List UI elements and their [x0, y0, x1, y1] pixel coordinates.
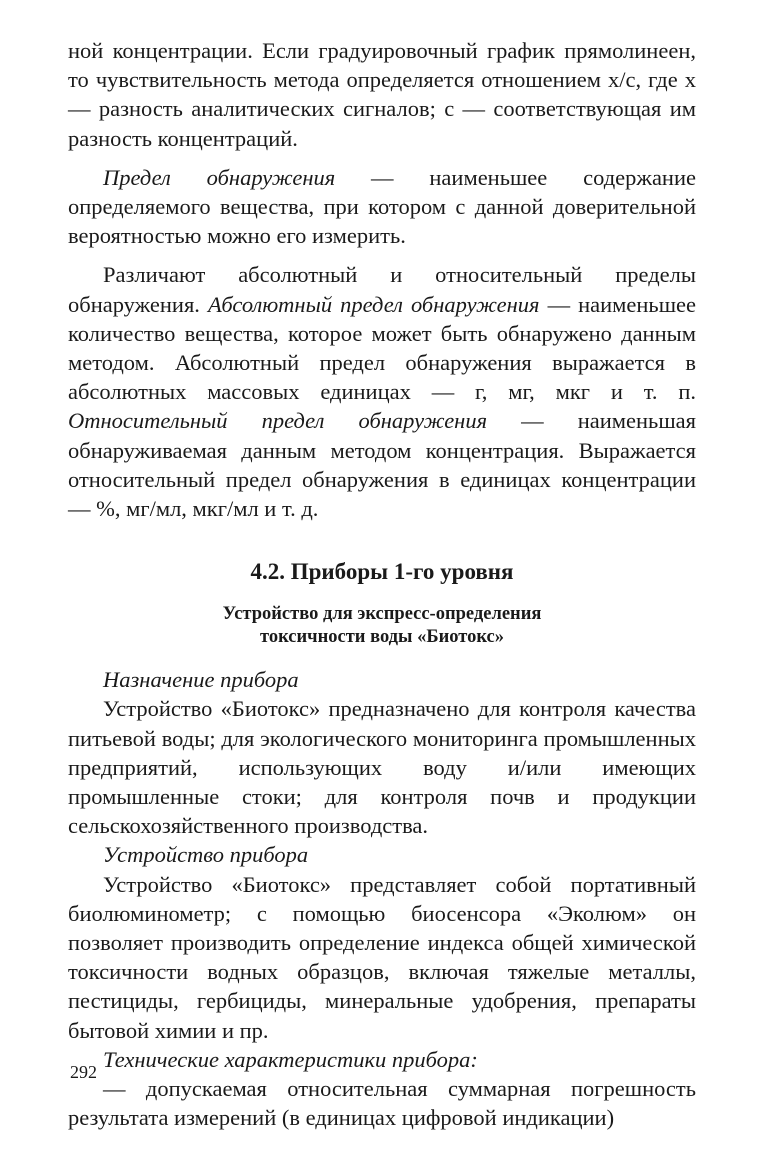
- term-detection-limit: Предел обнаружения: [103, 164, 336, 190]
- paragraph-absolute-relative: [68, 260, 696, 523]
- device-title: [68, 603, 696, 649]
- section-title: 4.2. Приборы 1-го уровня: [250, 559, 514, 585]
- lead-text: Различают абсолютный и относительный пределы обнаружения.: [68, 262, 696, 317]
- device-heading: Устройство прибора: [103, 842, 309, 868]
- paragraph-detection-limit: [68, 163, 696, 251]
- specs-heading: Технические характеристики прибора:: [103, 1046, 478, 1072]
- device-title-line2: токсичности воды «Биотокс»: [260, 627, 504, 648]
- paragraph-sensitivity: ной концентрации. Если градуировочный график прямолинеен, то чувствительность метода определяется отношением x/c, где x — разность аналитических сигналов; c — соответствующая им разность концентраций.: [68, 38, 696, 151]
- page-number: 292: [70, 1062, 97, 1082]
- definition-detection-limit: — наименьшее содержание определяемого вещества, при котором с данной доверительной вероятностью можно его измерить.: [68, 164, 696, 249]
- specs-item-1: — допускаемая относительная суммарная погрешность результата измерений (в единицах цифровой индикации): [68, 1076, 696, 1131]
- definition-relative-limit: — наименьшая обнаруживаемая данным методом концентрация. Выражается относительный предел обнаружения в единицах концентрации — %, мг/мл, мкг/мл и т. д.: [68, 408, 696, 522]
- term-absolute-limit: Абсолютный предел обнаружения: [207, 291, 540, 317]
- device-title-line1: Устройство для экспресс-определения: [222, 604, 542, 625]
- device-paragraph: Устройство «Биотокс» представляет собой портативный биолюминометр; с помощью биосенсора «Эколюм» он позволяет производить определение индекса общей химической токсичности водных образцов, включая тяжелые металлы, пестициды, гербициды, минеральные удобрения, препараты бытовой химии и пр.: [68, 871, 696, 1043]
- purpose-paragraph: Устройство «Биотокс» предназначено для контроля качества питьевой воды; для экологического мониторинга промышленных предприятий, использующих воду и/или имеющих промышленные стоки; для контроля почв и продукции сельскохозяйственного производства.: [68, 696, 696, 839]
- term-relative-limit: Относительный предел обнаружения: [68, 408, 488, 434]
- document-page: [68, 36, 696, 1133]
- purpose-heading: Назначение прибора: [103, 667, 299, 693]
- definition-absolute-limit: — наименьшее количество вещества, которое может быть обнаружено данным методом. Абсолютный предел обнаружения выражается в абсолютных массовых единицах — г, мг, мкг и т. п.: [68, 291, 696, 405]
